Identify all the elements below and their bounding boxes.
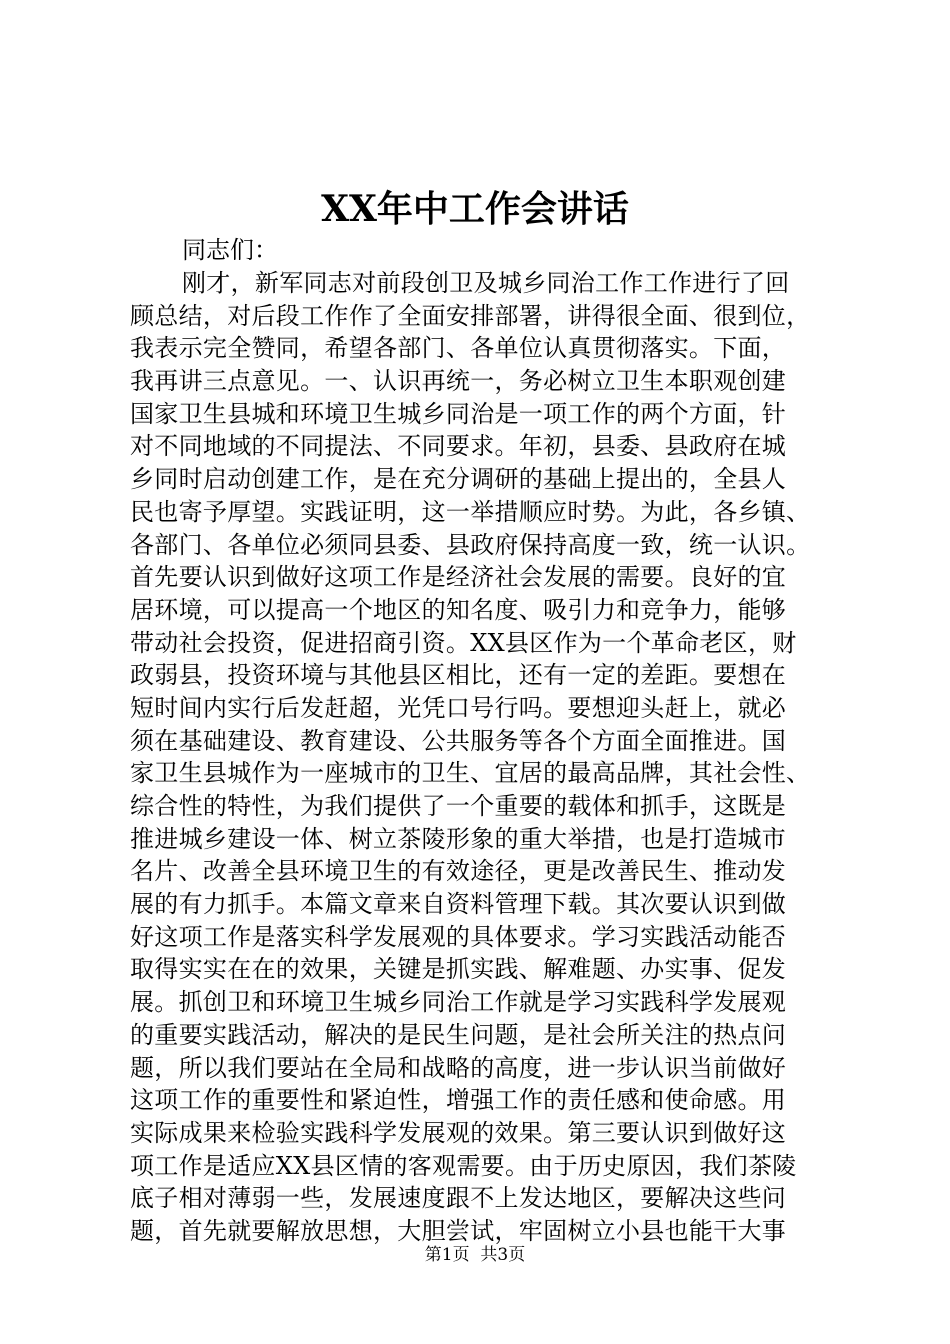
body-line: 政弱县，投资环境与其他县区相比，还有一定的差距。要想在 <box>130 661 787 690</box>
body-line: 展。抓创卫和环境卫生城乡同治工作就是学习实践科学发展观 <box>130 988 787 1017</box>
body-line: 综合性的特性，为我们提供了一个重要的载体和抓手，这既是 <box>130 792 787 820</box>
body-line: 推进城乡建设一体、树立茶陵形象的重大举措，也是打造城市 <box>130 824 787 853</box>
body-line: 家卫生县城作为一座城市的卫生、宜居的最高品牌，其社会性、 <box>130 759 811 788</box>
body-line: 须在基础建设、教育建设、公共服务等各个方面全面推进。国 <box>130 726 787 755</box>
body-line: 短时间内实行后发赶超，光凭口号行吗。要想迎头赶上，就必 <box>130 693 787 722</box>
body-line: 带动社会投资，促进招商引资。XX县区作为一个革命老区，财 <box>130 628 797 657</box>
body-text <box>130 267 830 1248</box>
body-line: 对不同地域的不同提法、不同要求。年初，县委、县政府在城 <box>130 432 787 461</box>
body-line: 底子相对薄弱一些，发展速度跟不上发达地区，要解决这些问 <box>130 1184 787 1213</box>
body-line: 各部门、各单位必须同县委、县政府保持高度一致，统一认识。 <box>130 530 811 559</box>
body-line: 我再讲三点意见。一、认识再统一，务必树立卫生本职观创建 <box>130 367 787 396</box>
body-line: 乡同时启动创建工作，是在充分调研的基础上提出的，全县人 <box>130 465 787 494</box>
body-line: 取得实实在在的效果，关键是抓实践、解难题、办实事、促发 <box>130 955 787 984</box>
body-line: 题，所以我们要站在全局和战略的高度，进一步认识当前做好 <box>130 1053 787 1082</box>
body-line: 顾总结，对后段工作作了全面安排部署，讲得很全面、很到位， <box>130 301 811 330</box>
body-line: 这项工作的重要性和紧迫性，增强工作的责任感和使命感。用 <box>130 1086 787 1115</box>
body-line: 居环境，可以提高一个地区的知名度、吸引力和竞争力，能够 <box>130 595 787 624</box>
body-line: 的重要实践活动，解决的是民生问题，是社会所关注的热点问 <box>130 1020 787 1049</box>
body-line: 展的有力抓手。本篇文章来自资料管理下载。其次要认识到做 <box>130 890 787 919</box>
body-line: 首先要认识到做好这项工作是经济社会发展的需要。良好的宜 <box>130 563 787 592</box>
document-title: XX年中工作会讲话 <box>321 188 629 230</box>
page-footer: 第1页 共3页 <box>424 1245 526 1265</box>
body-line: 题，首先就要解放思想，大胆尝试，牢固树立小县也能干大事 <box>130 1216 787 1245</box>
salutation: 同志们： <box>182 236 278 264</box>
body-line: 民也寄予厚望。实践证明，这一举措顺应时势。为此，各乡镇、 <box>130 497 811 526</box>
body-line: 国家卫生县城和环境卫生城乡同治是一项工作的两个方面，针 <box>130 399 787 428</box>
body-line: 好这项工作是落实科学发展观的具体要求。学习实践活动能否 <box>130 922 787 951</box>
body-line: 刚才，新军同志对前段创卫及城乡同治工作工作进行了回 <box>182 269 790 297</box>
body-line: 实际成果来检验实践科学发展观的效果。第三要认识到做好这 <box>130 1118 787 1147</box>
body-line: 名片、改善全县环境卫生的有效途径，更是改善民生、推动发 <box>130 857 787 886</box>
body-line: 项工作是适应XX县区情的客观需要。由于历史原因，我们茶陵 <box>130 1151 797 1180</box>
body-line: 我表示完全赞同，希望各部门、各单位认真贯彻落实。下面， <box>130 334 787 363</box>
